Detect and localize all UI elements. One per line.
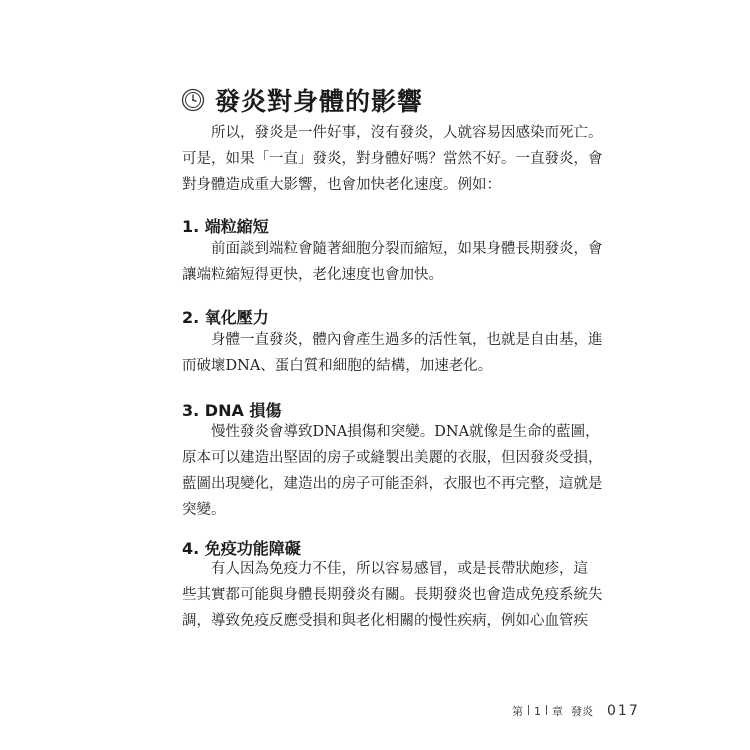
item-line: 突變。 xyxy=(182,502,226,518)
chapter-divider xyxy=(546,705,547,715)
intro-paragraph xyxy=(182,120,603,198)
section-title: 發炎對身體的影響 xyxy=(215,87,424,116)
item-heading-telomere: 1. 端粒縮短 xyxy=(182,217,269,236)
item-line: 身體一直發炎，體內會產生過多的活性氧，也就是自由基，進 xyxy=(211,332,603,348)
item-line: 有人因為免疫力不佳，所以容易感冒，或是長帶狀皰疹，這 xyxy=(211,561,588,577)
item-line: 藍圖出現變化，建造出的房子可能歪斜，衣服也不再完整，這就是 xyxy=(182,476,603,492)
item-paragraph-immune-dysfunction xyxy=(182,556,603,634)
chapter-divider xyxy=(528,705,529,715)
clock-icon xyxy=(181,88,205,112)
section-title-row xyxy=(181,82,423,118)
chapter-number: 1 xyxy=(534,705,541,718)
item-line: 前面談到端粒會隨著細胞分裂而縮短，如果身體長期發炎，會 xyxy=(211,241,603,257)
intro-line: 對身體造成重大影響，也會加快老化速度。例如： xyxy=(182,177,501,193)
chapter-suffix: 章 xyxy=(552,705,563,718)
intro-line: 所以，發炎是一件好事，沒有發炎，人就容易因感染而死亡。 xyxy=(211,125,603,141)
chapter-title: 發炎 xyxy=(571,705,593,718)
page-number: 017 xyxy=(607,703,640,719)
item-heading-oxidative-stress: 2. 氧化壓力 xyxy=(182,308,269,327)
item-line: 讓端粒縮短得更快，老化速度也會加快。 xyxy=(182,267,443,283)
item-line: 而破壞DNA、蛋白質和細胞的結構，加速老化。 xyxy=(182,358,493,374)
item-paragraph-oxidative-stress xyxy=(182,327,603,379)
item-heading-immune-dysfunction: 4. 免疫功能障礙 xyxy=(182,539,301,558)
intro-line: 可是，如果「一直」發炎，對身體好嗎？當然不好。一直發炎，會 xyxy=(182,151,603,167)
item-line: 些其實都可能與身體長期發炎有關。長期發炎也會造成免疫系統失 xyxy=(182,587,603,603)
item-line: 慢性發炎會導致DNA損傷和突變。DNA就像是生命的藍圖， xyxy=(211,424,600,440)
item-paragraph-telomere xyxy=(182,236,603,288)
item-heading-dna-damage: 3. DNA 損傷 xyxy=(182,401,282,420)
chapter-label: 第 xyxy=(512,705,523,718)
page-footer xyxy=(512,703,640,719)
item-line: 調，導致免疫反應受損和與老化相關的慢性疾病，例如心血管疾 xyxy=(182,613,588,629)
item-line: 原本可以建造出堅固的房子或縫製出美麗的衣服，但因發炎受損， xyxy=(182,450,603,466)
item-paragraph-dna-damage xyxy=(182,419,603,523)
